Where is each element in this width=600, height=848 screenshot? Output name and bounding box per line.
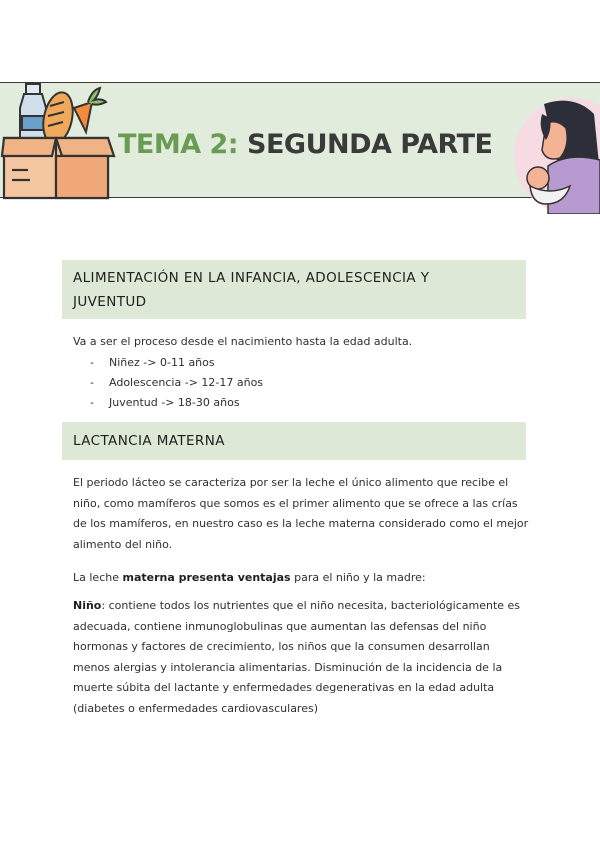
- list-dash: -: [90, 356, 94, 369]
- section-heading-lactancia: [62, 422, 526, 460]
- list-item-text: Juventud -> 18-30 años: [109, 395, 240, 409]
- title-prefix: TEMA 2:: [118, 129, 239, 160]
- heading-line-2: JUVENTUD: [73, 294, 147, 310]
- list-item-text: Niñez -> 0-11 años: [109, 356, 215, 369]
- list-dash: -: [90, 395, 94, 409]
- breastfeeding-mother-icon: [486, 96, 600, 214]
- child-benefits-text: : contiene todos los nutrientes que el niño necesita, bacteriológicamente es adecuada, contiene inmunoglobulinas que aumentan las defensas del niño hormonas y factores de crecimiento, los niños que la consumen desarrollan menos alergias y intolerancia alimentarias. Disminución de la incidencia de la muerte súbita del lactante y enfermedades degenerativas en la edad adulta (diabetes o enfermedades cardiovasculares): [73, 599, 521, 715]
- title-rest: SEGUNDA PARTE: [247, 129, 493, 160]
- list-item: [90, 393, 263, 413]
- list-dash: -: [90, 375, 94, 389]
- intro-paragraph: Va a ser el proceso desde el nacimiento hasta la edad adulta.: [73, 335, 413, 348]
- lactation-paragraph: El periodo lácteo se caracteriza por ser la leche el único alimento que recibe el niño, como mamíferos que somos es el primer alimento que se ofrece a las crías de los mamíferos, en nuestro caso es la leche materna considerado como el mejor alimento del niño.: [73, 476, 529, 551]
- list-item: [90, 373, 263, 393]
- advantages-text-end: para el niño y la madre:: [290, 571, 426, 584]
- heading-line-1: ALIMENTACIÓN EN LA INFANCIA, ADOLESCENCIA Y: [73, 270, 430, 286]
- list-item: [90, 353, 263, 373]
- page-title: [118, 129, 492, 160]
- section-heading-text: LACTANCIA MATERNA: [73, 433, 225, 449]
- age-stages-list: [90, 353, 263, 412]
- advantages-paragraph: [73, 568, 529, 589]
- child-benefits-paragraph: [73, 596, 529, 719]
- advantages-bold: materna presenta ventajas: [122, 571, 291, 584]
- list-item-text: Adolescencia -> 12-17 años: [109, 375, 264, 389]
- section-heading-alimentacion: [62, 260, 526, 319]
- section-heading-text: [62, 260, 526, 320]
- groceries-box-icon: [0, 78, 118, 200]
- child-label: Niño: [73, 599, 102, 612]
- advantages-text-start: La leche: [73, 571, 123, 584]
